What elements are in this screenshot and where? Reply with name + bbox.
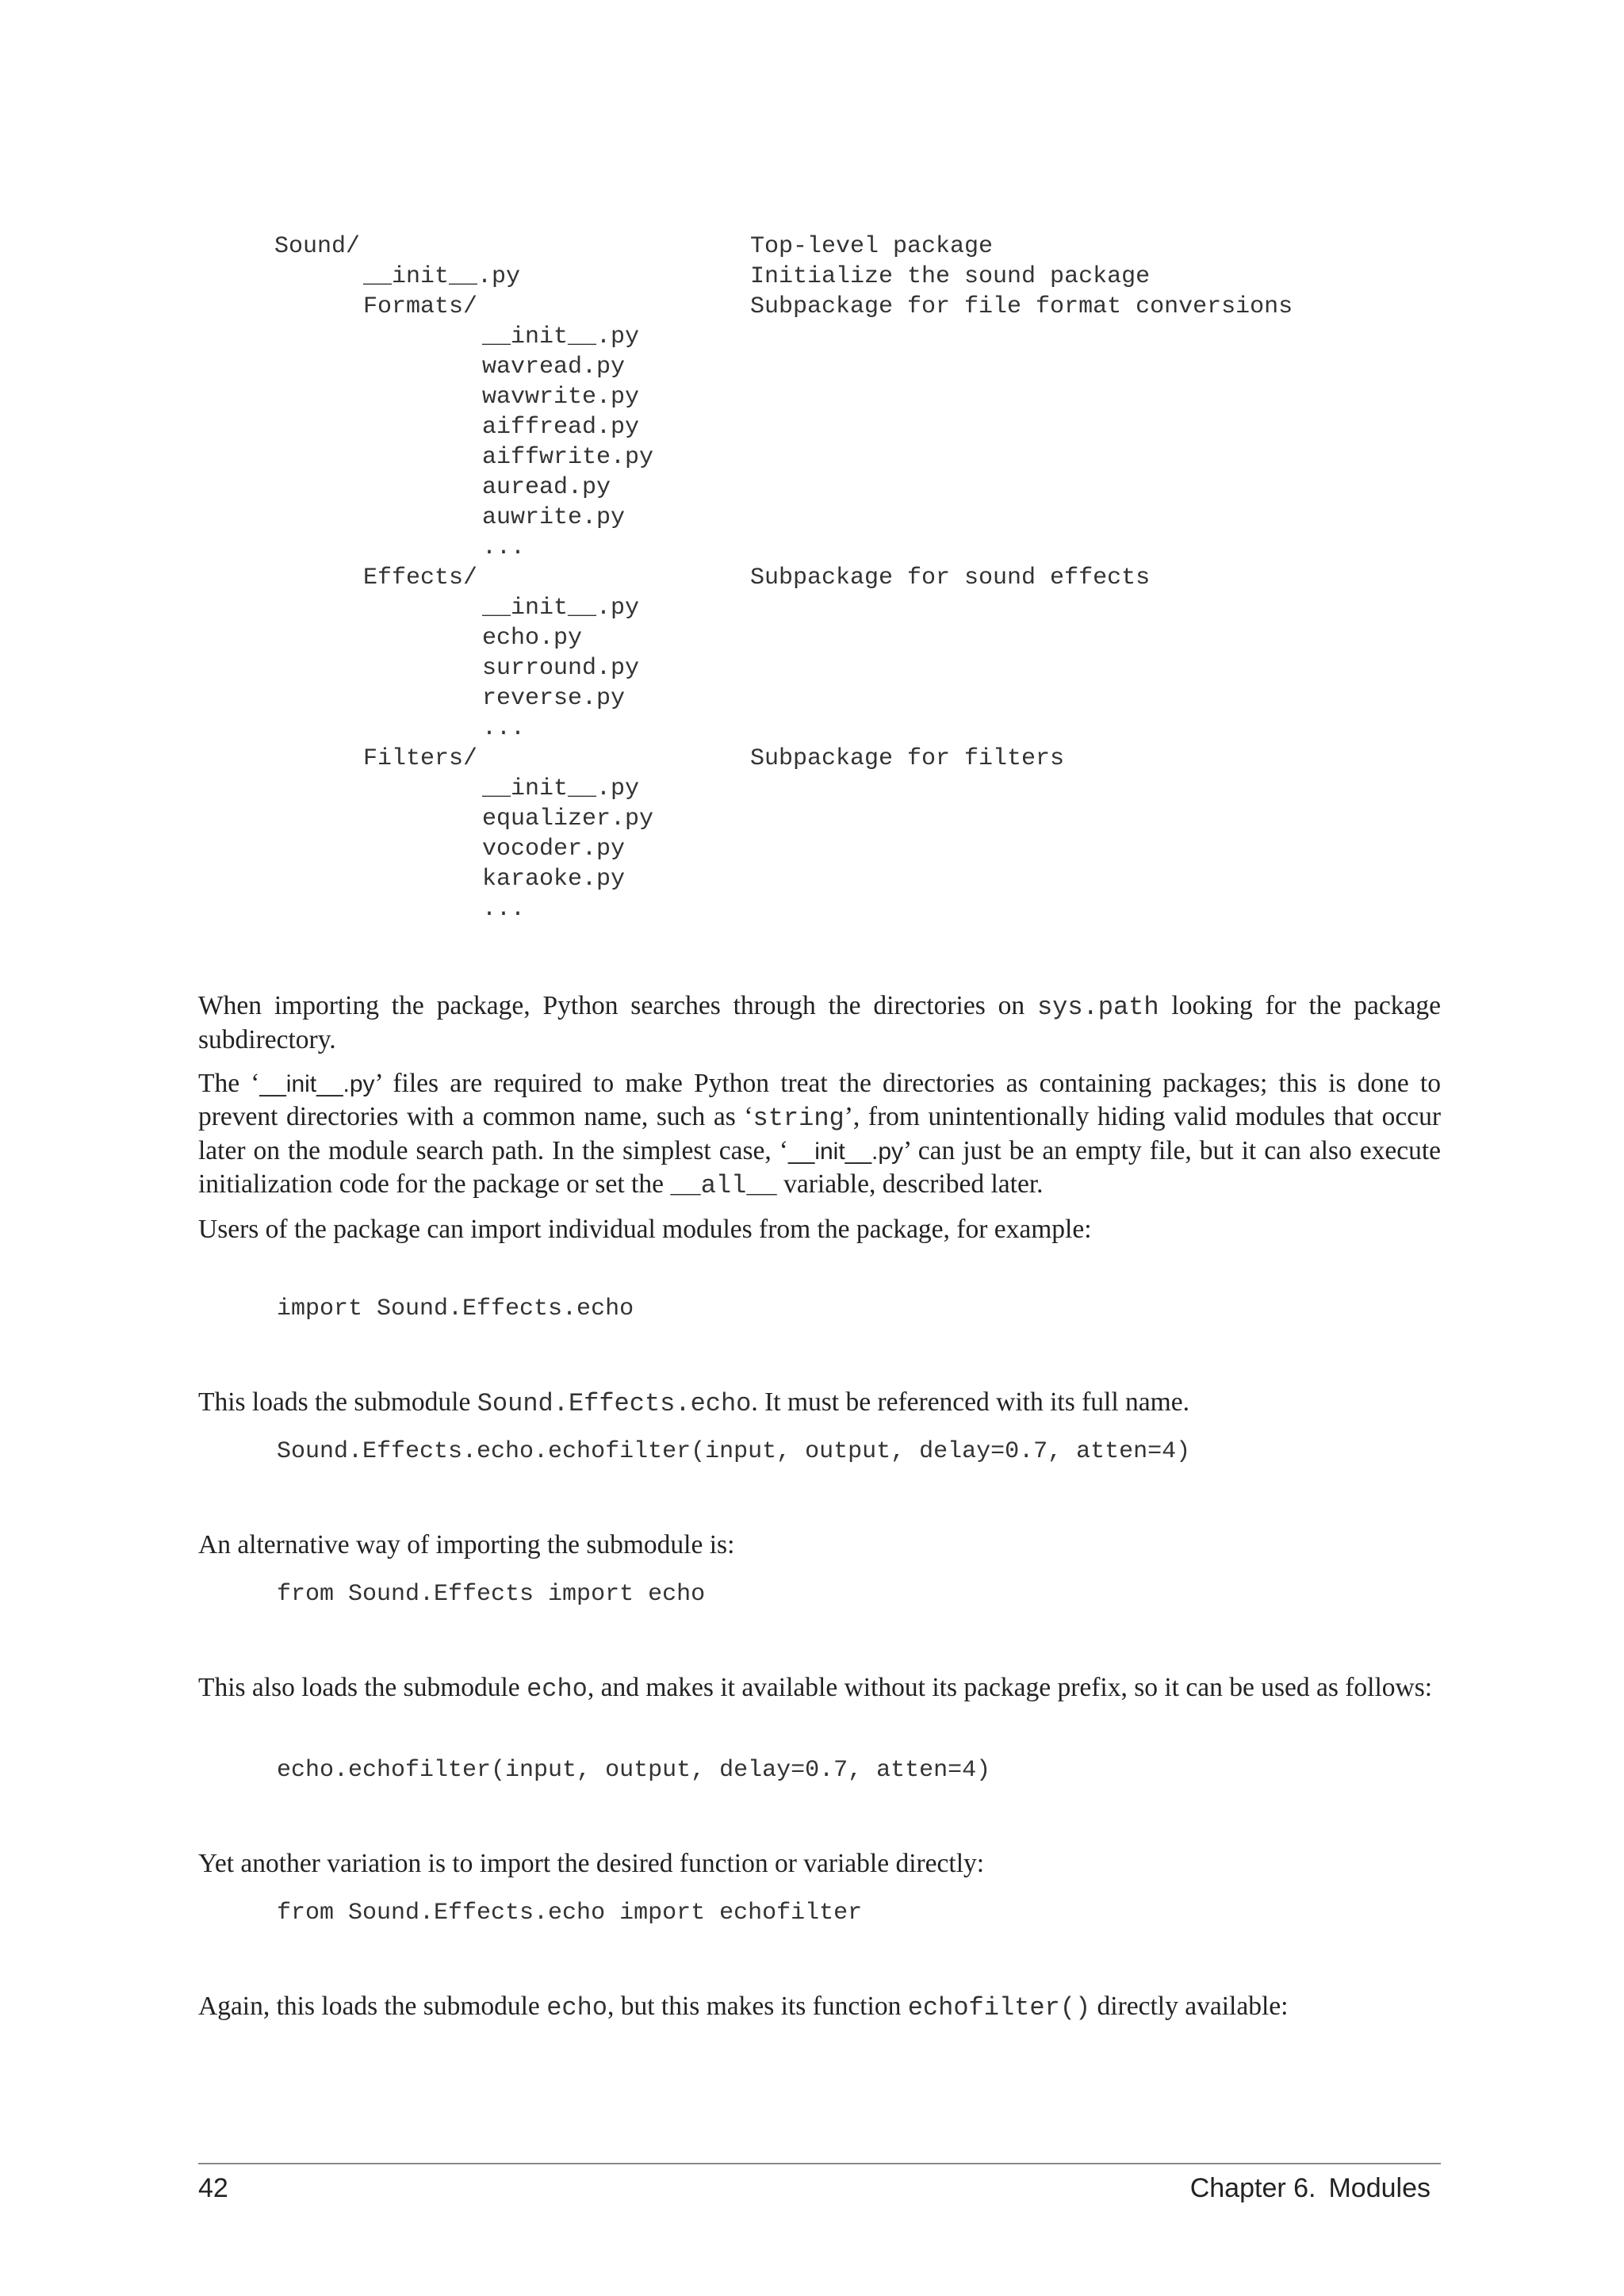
tree-entry-name: ... bbox=[482, 896, 526, 923]
tree-entry-description: Subpackage for file format conversions bbox=[750, 293, 1293, 320]
paragraph-import-function: Yet another variation is to import the desired function or variable directly: bbox=[198, 1849, 985, 1878]
code-example-full-name-call: Sound.Effects.echo.echofilter(input, output, delay=0.7, atten=4) bbox=[277, 1438, 1191, 1465]
tree-entry-name: Filters/ bbox=[363, 745, 478, 772]
running-footer-chapter bbox=[1190, 2172, 1431, 2204]
inline-code-echo: echo bbox=[527, 1674, 588, 1704]
paragraph-alternative-import: An alternative way of importing the submodule is: bbox=[198, 1530, 735, 1559]
tree-entry-description: Subpackage for filters bbox=[750, 745, 1065, 772]
tree-entry-name: __init__.py bbox=[482, 595, 640, 622]
paragraph-without-prefix: This also loads the submodule echo, and makes it available without its package prefix, so it can be used as follows: bbox=[198, 1673, 1433, 1704]
tree-entry-name: karaoke.py bbox=[482, 866, 626, 893]
code-example-from-import: from Sound.Effects import echo bbox=[277, 1581, 706, 1608]
inline-filename-init: __init__.py bbox=[259, 1071, 375, 1097]
tree-entry-name: auwrite.py bbox=[482, 504, 626, 531]
tree-entry-name: echo.py bbox=[482, 625, 583, 652]
paragraph-import-individual: Users of the package can import individual modules from the package, for example: bbox=[198, 1215, 1092, 1244]
inline-filename-init: __init__.py bbox=[787, 1138, 904, 1165]
tree-entry-name: surround.py bbox=[482, 655, 640, 682]
tree-entry-name: ... bbox=[482, 715, 526, 742]
tree-entry-description: Initialize the sound package bbox=[750, 263, 1151, 290]
chapter-number: Chapter 6. bbox=[1189, 2173, 1316, 2203]
tree-entry-name: __init__.py bbox=[482, 323, 640, 350]
paragraph-init-files: The ‘__init__.py’ files are required to make Python treat the directories as containing packages; this is done to prevent directories with a common name, such as ‘string’, from unintentionally hiding valid modules that occur later on the module search path. In the simplest case, ‘__init__.py’ can just be an empty file, but it can also execute initialization code for the package or set the __all__ variable, described later. bbox=[198, 1069, 1442, 1200]
tree-entry-name: Effects/ bbox=[363, 564, 478, 591]
tree-entry-name: Sound/ bbox=[274, 233, 361, 260]
tree-entry-name: wavwrite.py bbox=[482, 384, 640, 411]
tree-entry-name: __init__.py bbox=[363, 263, 521, 290]
tree-entry-name: __init__.py bbox=[482, 775, 640, 802]
inline-code-module-path: Sound.Effects.echo bbox=[477, 1389, 752, 1418]
code-example-import-function: from Sound.Effects.echo import echofilter bbox=[277, 1900, 863, 1927]
inline-code-all: __all__ bbox=[670, 1171, 777, 1200]
paragraph-package-search: When importing the package, Python searches through the directories on sys.path looking for the package subdirectory. bbox=[198, 991, 1442, 1054]
tree-entry-description: Subpackage for sound effects bbox=[750, 564, 1151, 591]
footer-divider bbox=[198, 2163, 1441, 2164]
tree-entry-name: aiffwrite.py bbox=[482, 444, 654, 471]
code-example-import: import Sound.Effects.echo bbox=[277, 1295, 634, 1322]
tree-entry-name: aiffread.py bbox=[482, 414, 640, 441]
tree-entry-name: reverse.py bbox=[482, 685, 626, 712]
tree-entry-name: wavread.py bbox=[482, 354, 626, 381]
tree-entry-name: equalizer.py bbox=[482, 806, 654, 832]
tree-entry-name: auread.py bbox=[482, 474, 611, 501]
chapter-title: Modules bbox=[1328, 2173, 1431, 2203]
paragraph-loads-submodule: This loads the submodule Sound.Effects.echo. It must be referenced with its full name. bbox=[198, 1387, 1189, 1418]
inline-code-string: string bbox=[753, 1104, 845, 1133]
tree-entry-name: ... bbox=[482, 534, 526, 561]
inline-code-echo: echo bbox=[546, 1993, 607, 2022]
tree-entry-name: Formats/ bbox=[363, 293, 478, 320]
code-example-short-call: echo.echofilter(input, output, delay=0.7, atten=4) bbox=[277, 1757, 991, 1784]
inline-code-echofilter: echofilter() bbox=[907, 1993, 1091, 2022]
tree-entry-name: vocoder.py bbox=[482, 836, 626, 863]
inline-code-sys-path: sys.path bbox=[1036, 993, 1159, 1022]
paragraph-function-available: Again, this loads the submodule echo, but this makes its function echofilter() directly available: bbox=[198, 1992, 1289, 2022]
tree-entry-description: Top-level package bbox=[750, 233, 994, 260]
page-number: 42 bbox=[198, 2173, 228, 2203]
